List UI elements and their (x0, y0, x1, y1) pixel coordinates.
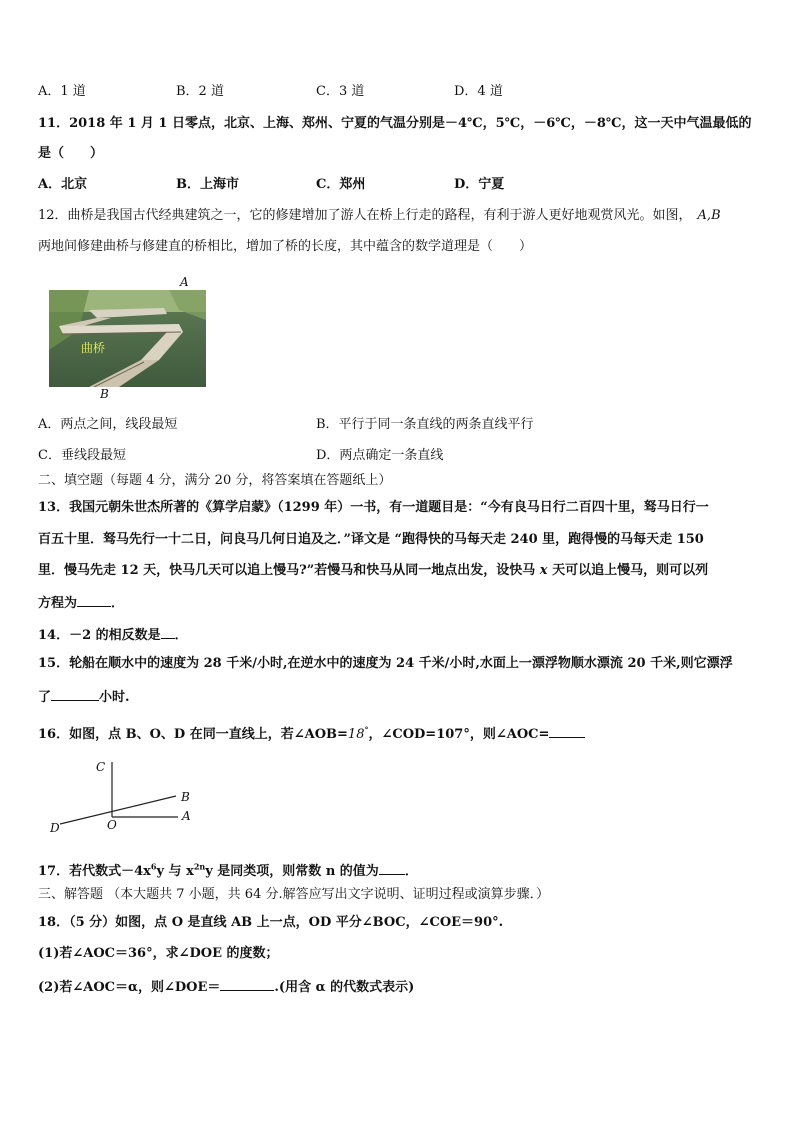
q16-label-b: B (181, 790, 190, 804)
q12-option-c: C．垂线段最短 (38, 448, 126, 463)
q15-line2-b: 小时. (99, 690, 130, 705)
section-solution-heading: 三、解答题 （本大题共 7 小题，共 64 分.解答应写出文字说明、证明过程或演算步骤．） (38, 887, 550, 902)
q18-answer-blank[interactable] (220, 978, 274, 991)
q16-stem (38, 725, 585, 743)
q13-stem-line1: 13．我国元朝朱世杰所著的《算学启蒙》（1299 年）一书，有一道题目是：“今有良马日行二百四十里，驽马日行一 (38, 500, 709, 515)
q15-line2-a: 了 (38, 690, 52, 705)
q14-text: 14．－2 的相反数是 (38, 628, 161, 643)
curved-bridge-photo (49, 290, 206, 387)
q17-stem (38, 862, 418, 880)
q14-stem (38, 626, 188, 644)
q12-option-a: A．两点之间，线段最短 (38, 417, 178, 432)
q13-line4-a: 方程为 (38, 596, 78, 611)
q11-option-d: D．宁夏 (454, 177, 505, 192)
q18-part2 (38, 978, 414, 996)
q17-end: ． (404, 864, 418, 879)
q13-stem-line4 (38, 594, 124, 612)
q14-end: ． (174, 628, 188, 643)
q16-answer-blank[interactable] (549, 725, 585, 738)
q13-stem-line3 (38, 563, 708, 579)
q13-line3-a: 里．慢马先走 12 天，快马几天可以追上慢马?”若慢马和快马从同一地点出发，设快马 (38, 563, 536, 578)
q16-label-d: D (50, 821, 60, 835)
q13-answer-blank[interactable] (77, 594, 111, 607)
q12-figure-caption: 曲桥 (81, 341, 106, 355)
q13-stem-line2: 百五十里．驽马先行一十二日，问良马几何日追及之．”译文是 “跑得快的马每天走 240 里，跑得慢的马每天走 150 (38, 532, 704, 547)
q11-option-c: C．郑州 (316, 177, 366, 192)
q10-option-d: D．4 道 (454, 84, 503, 99)
q14-answer-blank[interactable] (161, 626, 175, 639)
q10-option-b: B．2 道 (176, 84, 224, 99)
q11-option-a: A．北京 (38, 177, 88, 192)
q17-exp2: 2n (193, 861, 206, 872)
q16-label-o: O (107, 818, 117, 832)
q10-option-c: C．3 道 (316, 84, 365, 99)
q18-part2-a: (2)若∠AOC＝α，则∠DOE＝ (38, 980, 221, 995)
line-db (60, 796, 176, 824)
q16-label-a: A (182, 809, 191, 823)
q15-stem-line1: 15．轮船在顺水中的速度为 28 千米/小时,在逆水中的速度为 24 千米/小时,水面上一漂浮物顺水漂流 20 千米,则它漂浮 (38, 656, 733, 671)
q13-line3-b: 天可以追上慢马，则可以列 (552, 563, 709, 578)
q16-text-b: ，∠COD=107°，则∠AOC= (368, 727, 550, 742)
q10-option-a: A．1 道 (38, 84, 86, 99)
q17-text-c: y 是同类项，则常数 n 的值为 (205, 864, 379, 879)
q16-angle-value: 18 (347, 727, 365, 742)
q12-option-b: B．平行于同一条直线的两条直线平行 (316, 417, 534, 432)
q18-stem: 18．（5 分）如图，点 O 是直线 AB 上一点，OD 平分∠BOC，∠COE＝90°. (38, 915, 504, 930)
q18-part2-b: .(用含 α 的代数式表示) (274, 980, 415, 995)
q15-answer-blank[interactable] (51, 688, 99, 701)
q15-stem-line2 (38, 688, 130, 706)
q12-option-d: D．两点确定一条直线 (316, 448, 444, 463)
q17-text-a: 17．若代数式－4x (38, 864, 151, 879)
q12-stem-line1 (38, 208, 721, 224)
q17-text-b: y 与 x (156, 864, 194, 879)
q16-angle-unit: ° (364, 724, 369, 735)
q13-variable-x: x (539, 563, 548, 578)
curved-bridge-illustration (49, 290, 206, 387)
q18-part1: (1)若∠AOC＝36°，求∠DOE 的度数； (38, 946, 279, 961)
q12-stem-line2: 两地间修建曲桥与修建直的桥相比，增加了桥的长度，其中蕴含的数学道理是（ ） (38, 239, 533, 254)
q17-answer-blank[interactable] (379, 862, 405, 875)
q12-points-ab: A,B (697, 208, 721, 223)
q11-option-b: B．上海市 (176, 177, 239, 192)
q13-line4-b: ． (111, 596, 125, 611)
q12-figure-label-b: B (100, 387, 109, 401)
q17-exp1: 6 (150, 861, 157, 872)
q11-stem-line1: 11．2018 年 1 月 1 日零点，北京、上海、郑州、宁夏的气温分别是－4℃，5℃，－6℃，－8℃，这一天中气温最低的 (38, 116, 752, 131)
q16-text-a: 16．如图，点 B、O、D 在同一直线上，若∠AOB= (38, 727, 348, 742)
q12-figure-label-a: A (180, 275, 189, 289)
q11-stem-line2: 是（ ） (38, 146, 104, 161)
q12-stem-text: 12．曲桥是我国古代经典建筑之一，它的修建增加了游人在桥上行走的路程，有利于游人更好地观赏风光。如图， (38, 208, 692, 223)
section-fill-in-heading: 二、填空题（每题 4 分，满分 20 分，将答案填在答题纸上） (38, 473, 392, 488)
q16-label-c: C (96, 760, 106, 774)
